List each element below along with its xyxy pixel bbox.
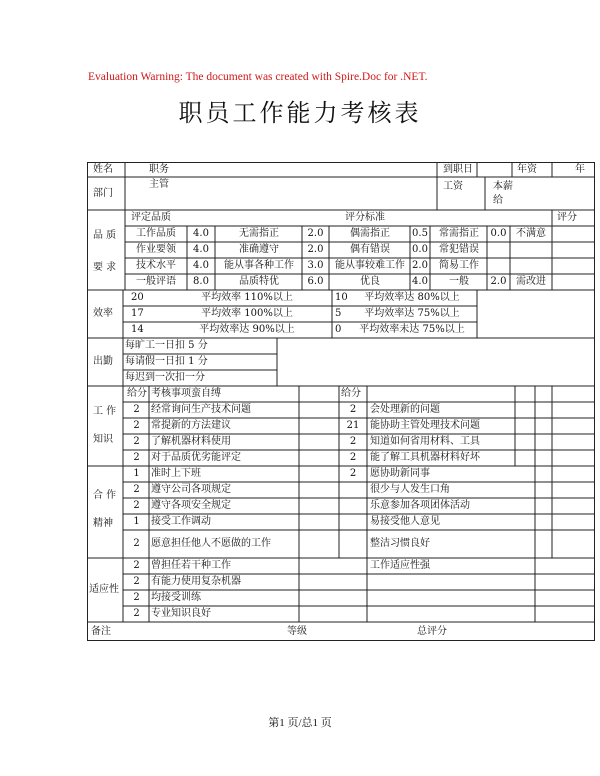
quality-cell: 2.0	[412, 260, 428, 271]
salary-label: 工资	[443, 181, 463, 192]
quality-cell: 准确遵守	[239, 244, 279, 255]
cooperation-item: 准时上下班	[151, 468, 201, 479]
adaptability-item: 曾担任若干种工作	[151, 560, 231, 571]
adaptability-item: 专业知识良好	[151, 608, 211, 619]
attendance-rule: 每旷工一日扣 5 分	[125, 340, 208, 351]
quality-cell: 4.0	[193, 260, 209, 271]
quality-cell: 优良	[360, 276, 380, 287]
quality-cell: 需改进	[516, 276, 546, 287]
efficiency-criterion: 平均效率达 75%以上	[364, 308, 460, 319]
grade-header: 评定品质	[131, 212, 171, 223]
total-score-label: 总评分	[417, 626, 447, 637]
efficiency-score: 20	[131, 292, 144, 303]
allowance-label: 给	[493, 195, 503, 206]
attendance-rule: 每请假一日扣 1 分	[125, 356, 208, 367]
score-header: 评分	[557, 212, 577, 223]
page-title: 职员工作能力考核表	[178, 99, 422, 127]
cooperation-item: 遵守公司各项规定	[151, 484, 231, 495]
assessment-table	[87, 162, 595, 642]
quality-cell: 不满意	[516, 228, 546, 239]
supervisor-label: 主管	[149, 179, 169, 190]
efficiency-criterion: 平均效率达 80%以上	[364, 292, 460, 303]
efficiency-score: 10	[335, 292, 348, 303]
quality-section-label-2: 要 求	[93, 262, 117, 273]
base-pay-label: 本薪	[493, 181, 513, 192]
quality-cell: 4.0	[193, 228, 209, 239]
quality-cell: 常需指正	[439, 228, 479, 239]
level-label: 等级	[287, 626, 307, 637]
quality-cell: 0.5	[412, 228, 428, 239]
cooperation-score: 2	[133, 538, 140, 549]
quality-cell: 0.0	[490, 228, 507, 239]
evaluation-warning: Evaluation Warning: The document was created with Spire.Doc for .NET.	[88, 71, 428, 83]
knowledge-score: 21	[346, 420, 360, 431]
knowledge-item: 对于品质优劣能评定	[151, 452, 241, 463]
knowledge-score-header-2: 给分	[341, 388, 361, 399]
knowledge-label-2: 知识	[93, 434, 113, 445]
page-footer: 第1 页/总1 页	[268, 717, 332, 729]
knowledge-score-header: 给分	[127, 388, 147, 399]
efficiency-criterion: 平均效率 100%以上	[201, 308, 293, 319]
cooperation-item: 易接受他人意见	[370, 516, 440, 527]
quality-cell: 工作品质	[136, 228, 176, 239]
attendance-rule: 每迟到一次扣一分	[125, 372, 205, 383]
adaptability-item: 有能力使用复杂机器	[151, 576, 241, 587]
cooperation-item: 遵守各项安全规定	[151, 500, 231, 511]
knowledge-item: 常提新的方法建议	[151, 420, 231, 431]
quality-cell: 8.0	[193, 276, 209, 287]
efficiency-criterion: 平均效率未达 75%以上	[359, 324, 465, 335]
arrival-date-label: 到职日	[443, 164, 473, 175]
quality-cell: 品质特优	[239, 276, 279, 287]
quality-cell: 2.0	[307, 228, 324, 239]
quality-cell: 简易工作	[439, 260, 479, 271]
quality-cell: 偶有错误	[350, 244, 390, 255]
adaptability-score: 2	[133, 608, 140, 619]
adaptability-item: 均接受训练	[151, 592, 201, 603]
adaptability-item: 工作适应性强	[370, 560, 430, 571]
cooperation-score: 2	[349, 468, 357, 479]
quality-cell: 无需指正	[239, 228, 279, 239]
quality-cell: 6.0	[307, 276, 324, 287]
year-label: 年	[575, 164, 585, 175]
cooperation-item: 愿意担任他人不愿做的工作	[151, 538, 271, 549]
knowledge-item-header: 考核事项蛮自缚	[151, 388, 221, 399]
knowledge-item: 能协助主管处理技术问题	[370, 420, 480, 431]
remarks-label: 备注	[91, 626, 111, 637]
adaptability-score: 2	[133, 592, 140, 603]
adaptability-score: 2	[133, 576, 140, 587]
cooperation-score: 1	[133, 516, 140, 527]
name-label: 姓名	[93, 164, 113, 175]
efficiency-label: 效率	[93, 308, 113, 319]
knowledge-item: 了解机器材料使用	[151, 436, 231, 447]
position-label: 职务	[149, 164, 169, 175]
quality-cell: 一般评语	[136, 276, 176, 287]
knowledge-item: 能了解工具机器材料好坏	[370, 452, 480, 463]
cooperation-score: 2	[133, 484, 140, 495]
department-label: 部门	[93, 188, 113, 199]
knowledge-item: 知道如何省用材料、工具	[370, 436, 480, 447]
quality-cell: 4.0	[193, 244, 209, 255]
adaptability-label: 适应性	[89, 584, 119, 595]
knowledge-item: 经常询问生产技术问题	[151, 404, 251, 415]
adaptability-score: 2	[133, 560, 140, 571]
cooperation-score: 1	[133, 468, 140, 479]
quality-cell: 技术水平	[136, 260, 176, 271]
knowledge-score: 2	[349, 436, 357, 447]
standard-header: 评分标准	[345, 212, 385, 223]
cooperation-score: 2	[133, 500, 140, 511]
efficiency-criterion: 平均效率 110%以上	[201, 292, 293, 303]
quality-section-label: 品 质	[93, 230, 117, 241]
efficiency-criterion: 平均效率达 90%以上	[199, 324, 295, 335]
efficiency-score: 5	[335, 308, 342, 319]
attendance-label: 出勤	[93, 356, 113, 367]
efficiency-score: 14	[131, 324, 144, 335]
efficiency-score: 0	[335, 324, 342, 335]
quality-cell: 一般	[449, 276, 469, 287]
quality-cell: 4.0	[412, 276, 428, 287]
quality-cell: 能从事较难工作	[335, 260, 405, 271]
quality-cell: 作业要领	[136, 244, 176, 255]
knowledge-score: 2	[133, 420, 140, 431]
efficiency-score: 17	[131, 308, 144, 319]
cooperation-item: 接受工作调动	[151, 516, 211, 527]
quality-cell: 常犯错误	[439, 244, 479, 255]
cooperation-item: 乐意参加各项团体活动	[370, 500, 470, 511]
cooperation-item: 整洁习惯良好	[370, 538, 430, 549]
quality-cell: 3.0	[307, 260, 324, 271]
knowledge-item: 会处理新的问题	[370, 404, 440, 415]
cooperation-item: 很少与人发生口角	[370, 484, 450, 495]
cooperation-label-2: 精神	[93, 518, 113, 529]
quality-cell: 偶需指正	[350, 228, 390, 239]
knowledge-score: 2	[133, 452, 140, 463]
quality-cell: 能从事各种工作	[224, 260, 294, 271]
knowledge-label: 工 作	[93, 406, 117, 417]
cooperation-item: 愿协助新同事	[370, 468, 430, 479]
cooperation-label: 合 作	[93, 490, 117, 501]
seniority-label: 年资	[517, 164, 537, 175]
quality-cell: 0.0	[412, 244, 428, 255]
knowledge-score: 2	[133, 404, 140, 415]
knowledge-score: 2	[133, 436, 140, 447]
quality-cell: 2.0	[307, 244, 324, 255]
knowledge-score: 2	[349, 452, 357, 463]
quality-cell: 2.0	[490, 276, 507, 287]
knowledge-score: 2	[349, 404, 357, 415]
